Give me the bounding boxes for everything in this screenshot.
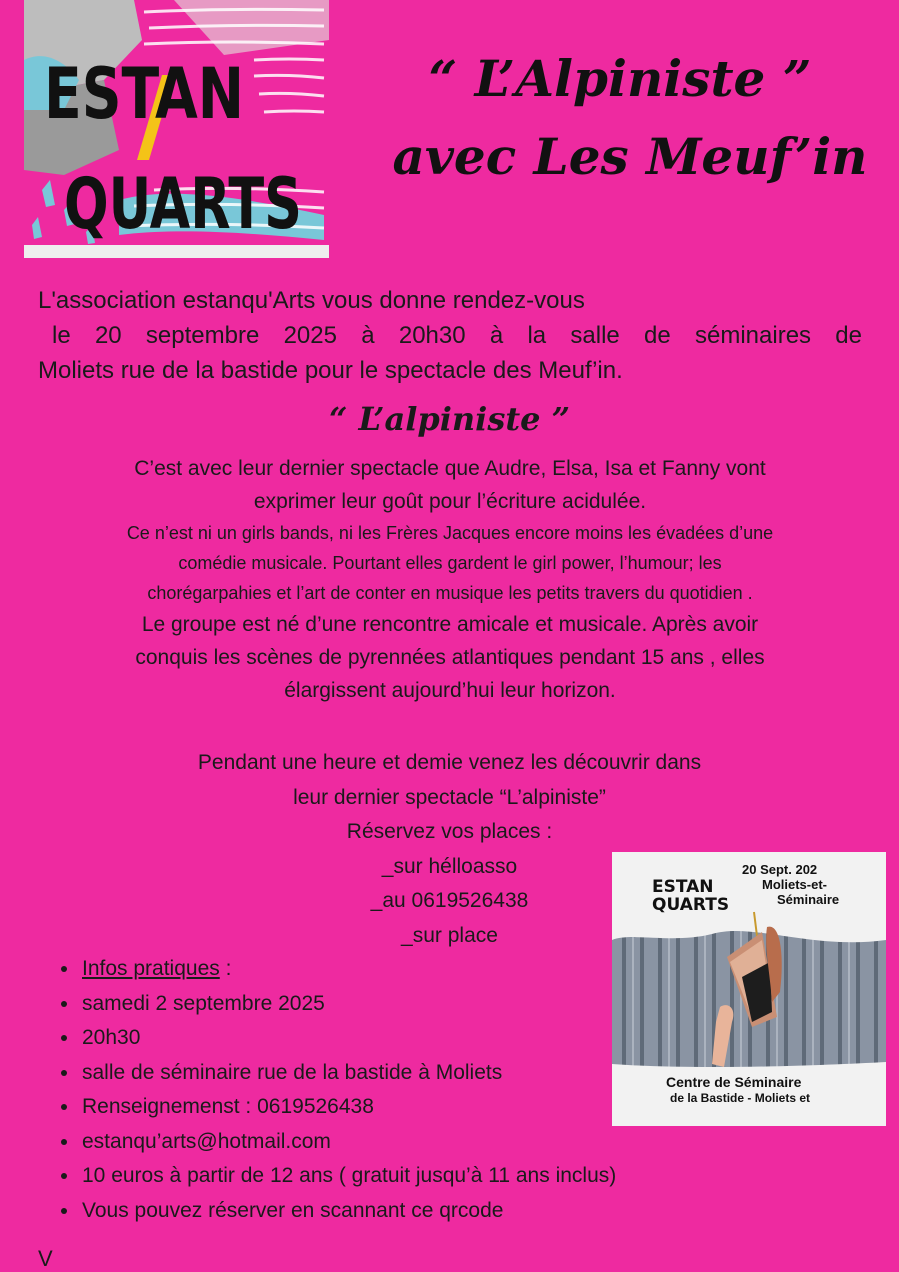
poster-venue: Séminaire	[777, 892, 840, 907]
poster-logo-line2: QUARTS	[652, 895, 730, 915]
logo-line1: ESTAN	[44, 53, 244, 135]
intro-line1: L'association estanqu'Arts vous donne rendez-vous	[38, 287, 585, 314]
logo-line2: QUARTS	[64, 163, 302, 245]
intro-line3: Moliets rue de la bastide pour le spectacle des Meuf’in.	[38, 357, 623, 384]
desc-p3-line3: élargissent aujourd’hui leur horizon.	[284, 679, 616, 702]
desc-p2-line3: chorégarpahies et l’art de conter en musique les petits travers du quotidien .	[147, 583, 753, 603]
resa-option-onsite: _sur place	[401, 923, 498, 947]
info-email[interactable]: • estanqu’arts@hotmail.com	[80, 1125, 616, 1160]
desc-p3-line1: Le groupe est né d’une rencontre amicale et musicale. Après avoir	[141, 613, 759, 636]
intro-line2: le 20 septembre 2025 à 20h30 à la salle de séminaires de	[52, 322, 862, 349]
desc-p3-line2: conquis les scènes de pyrennées atlantiques pendant 15 ans , elles	[135, 646, 765, 669]
infos-heading: Infos pratiques	[82, 957, 220, 980]
resa-option-phone: _au 0619526438	[370, 889, 529, 912]
poster-place: Moliets-et-	[762, 877, 827, 892]
intro-paragraph	[38, 283, 862, 388]
poster-bottom-line1: Centre de Séminaire	[666, 1074, 802, 1090]
resa-line1: Pendant une heure et demie venez les découvrir dans	[197, 751, 702, 774]
infos-list	[48, 952, 616, 1228]
footer-mark: V	[38, 1246, 53, 1271]
info-phone: • Renseignemenst : 0619526438	[80, 1090, 616, 1125]
description	[30, 452, 870, 707]
event-title	[360, 40, 880, 196]
infos-heading-suffix: :	[219, 957, 232, 980]
desc-p1-line2: exprimer leur goût pour l’écriture acidulée.	[253, 490, 647, 513]
poster-date: 20 Sept. 202	[742, 862, 818, 877]
info-venue: • salle de séminaire rue de la bastide à Moliets	[80, 1056, 616, 1091]
title-line2: avec Les Meuf’in	[392, 127, 868, 186]
info-qrcode: • Vous pouvez réserver en scannant ce qrcode	[80, 1194, 616, 1229]
title-line1: “ L’Alpiniste ”	[428, 49, 812, 108]
desc-p1-line1: C’est avec leur dernier spectacle que Audre, Elsa, Isa et Fanny vont	[134, 457, 766, 480]
logo-artwork	[24, 0, 329, 258]
resa-line2: leur dernier spectacle “L’alpiniste”	[293, 785, 606, 809]
info-time: • 20h30	[80, 1021, 616, 1056]
infos-heading-item	[80, 952, 616, 987]
info-date: • samedi 2 septembre 2025	[80, 987, 616, 1022]
poster-logo-line1: ESTAN	[652, 877, 714, 897]
show-subtitle: “ L’alpiniste ”	[328, 400, 571, 438]
poster-bottom-line2: de la Bastide - Moliets et	[670, 1091, 811, 1105]
poster-image	[612, 852, 886, 1126]
resa-line3: Réservez vos places :	[346, 820, 553, 843]
info-price: • 10 euros à partir de 12 ans ( gratuit jusqu’à 11 ans inclus)	[80, 1159, 616, 1194]
desc-p2-line2: comédie musicale. Pourtant elles gardent le girl power, l’humour; les	[178, 553, 722, 573]
poster-artwork	[612, 852, 886, 1126]
estanquarts-logo	[24, 0, 329, 258]
desc-p2-line1: Ce n’est ni un girls bands, ni les Frères Jacques encore moins les évadées d’une	[126, 523, 774, 543]
resa-option-helloasso: _sur hélloasso	[381, 854, 518, 878]
